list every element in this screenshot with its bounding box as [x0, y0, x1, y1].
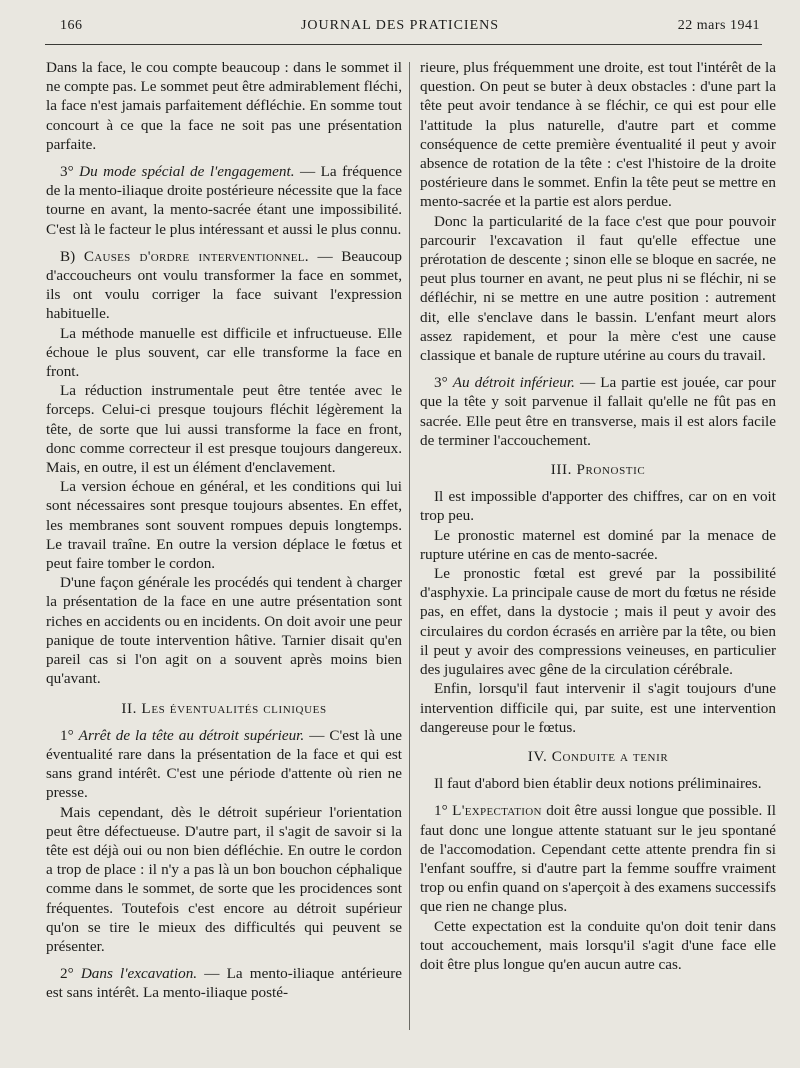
issue-date: 22 mars 1941 [677, 18, 760, 33]
left-column [46, 58, 402, 1003]
paragraph: Il faut d'abord bien établir deux notions préliminaires. [434, 775, 762, 793]
column-divider [409, 62, 410, 1030]
paragraph: Donc la particularité de la face c'est que pour pouvoir parcourir l'excavation il faut qu'elle effectue une prérotation de descente ; sinon elle se bloque en sacrée, ne peut plus tourner en avant, ne peut plus ni se fléchir, ni se défléchir, ni se mettre en une autre position : autrement dit, elle s'enclave dans le bassin. L'enfant meurt alors assez rapidement, et pour la mère c'est une cause classique et banale de rupture utérine au cours du travail. [420, 212, 776, 365]
paragraph: La version échoue en général, et les conditions qui lui sont nécessaires sont presque toujours absentes. En effet, les membranes sont souvent rompues depuis longtemps. Le travail traîne. En outre la version déplace le fœtus et peut faire tomber le cordon. [46, 478, 402, 573]
right-column [420, 58, 776, 974]
running-header [40, 18, 760, 40]
paragraph: 3° Du mode spécial de l'engagement. — La fréquence de la mento-iliaque droite postérieure nécessite que la face tourne en avant, la mento-sacrée étant une impossibilité. C'est là le facteur le plus intéressant et aussi le plus connu. [46, 163, 402, 238]
paragraph: D'une façon générale les procédés qui tendent à charger la présentation de la face en une autre présentation sont riches en accidents ou en incidents. On doit avoir une peur panique de toute intervention hâtive. Tarnier disait qu'en pareil cas si l'on agit on a souvent après moins bien qu'avant. [46, 574, 402, 688]
paragraph: La méthode manuelle est difficile et infructueuse. Elle échoue le plus souvent, car elle transforme la face en front. [46, 324, 402, 381]
paragraph: 1° L'expectation doit être aussi longue que possible. Il faut donc une longue attente statuant sur le jeu spontané de l'accomodation. Cependant cette attente prendra fin si l'enfant souffre, si d'autre part la femme souffre vraiment trop ou enfin quand on s'aperçoit à des examens successifs que rien ne change plus. [420, 802, 776, 916]
journal-title: JOURNAL DES PRATICIENS [300, 18, 500, 33]
paragraph: rieure, plus fréquemment une droite, est tout l'intérêt de la question. On peut se buter à deux obstacles : d'une part la tête peut avoir tendance à se fléchir, ce qui est pour elle l'attitude la plus naturelle, d'autre part et comme conséquence de cette première éventualité il peut y avoir absence de rotation de la tête : c'est l'histoire de la droite postérieure dans le sommet. Enfin la tête peut se mettre en mento-sacrée et la partie est alors perdue. [420, 59, 776, 211]
paragraph: 2° Dans l'excavation. — La mento-iliaque antérieure est sans intérêt. La mento-iliaque posté- [46, 965, 403, 1002]
page-number: 166 [60, 18, 83, 33]
subsection-title: L'expectation [452, 802, 542, 820]
section-heading: II. Les éventualités cliniques [121, 699, 327, 717]
paragraph: Il est impossible d'apporter des chiffres, car on en voit trop peu. [420, 488, 776, 525]
paragraph: Enfin, lorsqu'il faut intervenir il s'agit toujours d'une intervention difficile qui, par suite, est une intervention dangereuse pour le fœtus. [420, 680, 776, 736]
paragraph: 1° Arrêt de la tête au détroit supérieur. — C'est là une éventualité rare dans la présentation de la face et qui est sans grand intérêt. C'est une période d'attente où rien ne presse. [46, 726, 403, 802]
paragraph: Cette expectation est la conduite qu'on doit tenir dans tout accouchement, mais lorsqu'il s'agit d'une face elle doit être plus longue qu'en aucun autre cas. [420, 917, 776, 973]
subsection-title: Au détroit inférieur. [452, 374, 575, 392]
subsection-title: Dans l'excavation. [80, 965, 198, 983]
paragraph: Dans la face, le cou compte beaucoup : dans le sommet il ne compte pas. Le sommet peut être admirablement fléchi, la face n'est jamais parfaitement défléchie. En somme tout concourt à ce que la face ne soit pas une présentation parfaite. [46, 59, 402, 153]
paragraph: Mais cependant, dès le détroit supérieur l'orientation peut être défectueuse. D'autre part, il s'agit de savoir si la tête est déjà oui ou non bien défléchie. En outre le cordon a trop de place : il n'y a pas là un bon bouchon céphalique comme dans le sommet, de sorte que les procidences sont fréquentes. Toutefois c'est encore au détroit supérieur qu'on se tire le mieux des difficultés qui peuvent se présenter. [46, 803, 402, 955]
section-heading: IV. Conduite a tenir [527, 747, 669, 765]
subsection-title: Causes d'ordre interventionnel. [83, 247, 309, 265]
subsection-title: Arrêt de la tête au détroit supérieur. [78, 726, 305, 744]
paragraph: Le pronostic maternel est dominé par la menace de rupture utérine en cas de mento-sacrée. [420, 526, 776, 563]
paragraph: 3° Au détroit inférieur. — La partie est jouée, car pour que la tête y soit parvenue il fallait qu'elle ne fût pas en sacrée. Elle peut être en transverse, mais il est alors facile de terminer l'accouchement. [420, 374, 776, 449]
header-rule [45, 44, 762, 45]
paragraph: Le pronostic fœtal est grevé par la possibilité d'asphyxie. La principale cause de mort du fœtus ne réside pas, en effet, dans la dystocie ; mais il peut y avoir des circulaires du cordon écrasés en arrière par la tête, ou bien il peut y avoir des compressions veineuses, en particulier des jugulaires avec gêne de la circulation cérébrale. [420, 565, 776, 679]
paragraph: La réduction instrumentale peut être tentée avec le forceps. Celui-ci presque toujours fléchit légèrement la tête, de sorte que lui aussi transforme la face en front, donc comme correcteur il est presque toujours dangereux. Mais, en outre, il est un élément d'enclavement. [46, 382, 402, 477]
subsection-title: Du mode spécial de l'engagement. [79, 163, 295, 181]
section-heading: III. Pronostic [550, 461, 646, 479]
paragraph: B) Causes d'ordre interventionnel. — Beaucoup d'accoucheurs ont voulu transformer la face en sommet, ils ont voulu corriger la face suivant l'expression habituelle. [46, 247, 402, 323]
